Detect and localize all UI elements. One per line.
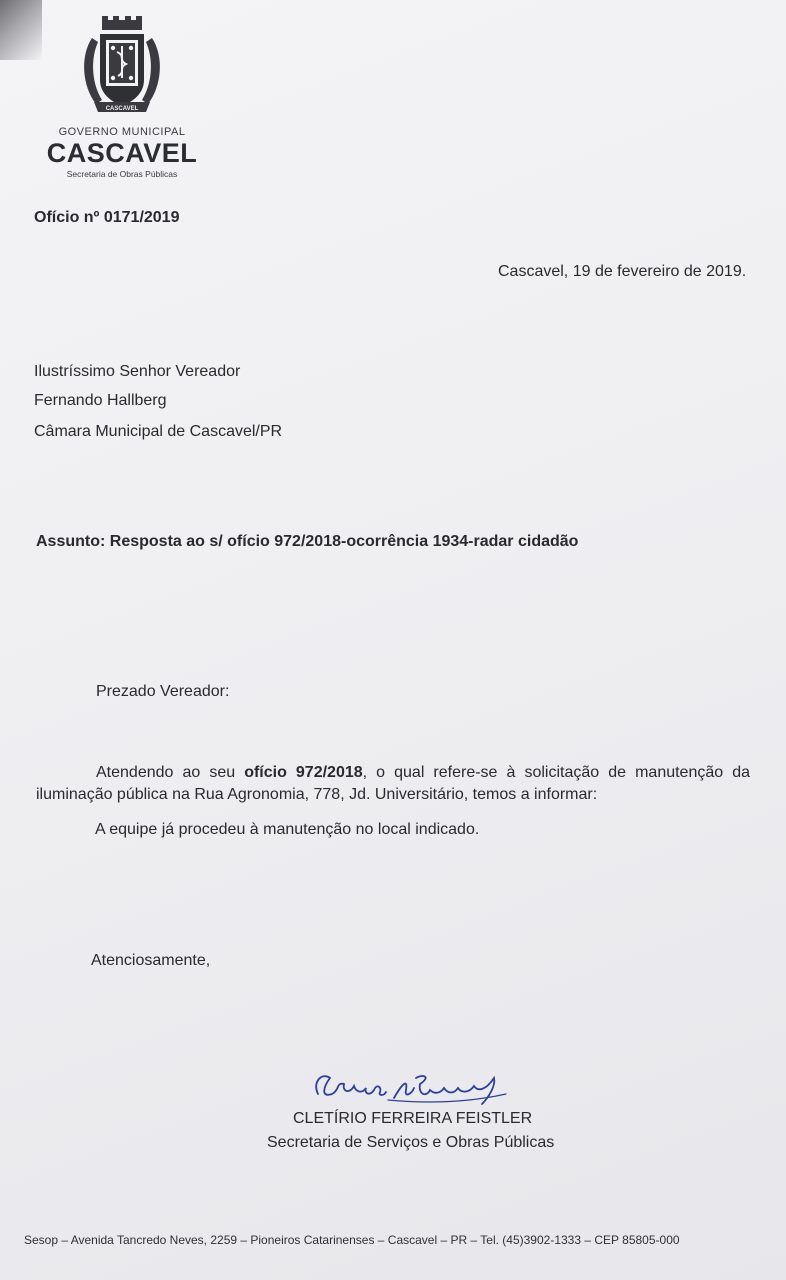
municipal-logo xyxy=(44,16,200,186)
recipient-institution: Câmara Municipal de Cascavel/PR xyxy=(34,423,283,440)
body-paragraph-2: A equipe já procedeu à manutenção no local indicado. xyxy=(95,821,480,838)
body-text-pre: Atendendo ao seu xyxy=(96,764,245,781)
city-name: CASCAVEL xyxy=(46,138,198,168)
signatory-role: Secretaria de Serviços e Obras Públicas xyxy=(267,1134,555,1151)
recipient-name: Fernando Hallberg xyxy=(34,392,167,409)
footer-address: Sesop – Avenida Tancredo Neves, 2259 – Pioneiros Catarinenses – Cascavel – PR – Tel. (45)3902-1333 – CEP 85805-000 xyxy=(24,1233,680,1247)
recipient-title: Ilustríssimo Senhor Vereador xyxy=(34,363,241,380)
subject-line: Assunto: Resposta ao s/ ofício 972/2018-ocorrência 1934-radar cidadão xyxy=(36,533,579,550)
handwritten-signature xyxy=(310,1064,510,1110)
page-shadow xyxy=(0,0,42,60)
government-label: GOVERNO MUNICIPAL xyxy=(58,126,186,138)
body-text-reference: ofício 972/2018 xyxy=(244,764,363,781)
svg-text:CASCAVEL: CASCAVEL xyxy=(105,106,139,112)
greeting: Prezado Vereador: xyxy=(96,683,230,700)
closing: Atenciosamente, xyxy=(91,952,211,969)
coat-of-arms-icon xyxy=(78,16,166,120)
department-name: Secretaria de Obras Públicas xyxy=(66,169,178,179)
signatory-name: CLETÍRIO FERREIRA FEISTLER xyxy=(293,1110,533,1127)
document-number: Ofício nº 0171/2019 xyxy=(34,209,180,226)
body-paragraph-1 xyxy=(36,762,750,806)
body-text-post: , o qual refere-se à solicitação de manutenção da iluminação pública na Rua Agronomia, 778, Jd. Universitário, temos a informar: xyxy=(36,764,751,803)
document-date: Cascavel, 19 de fevereiro de 2019. xyxy=(498,263,747,280)
